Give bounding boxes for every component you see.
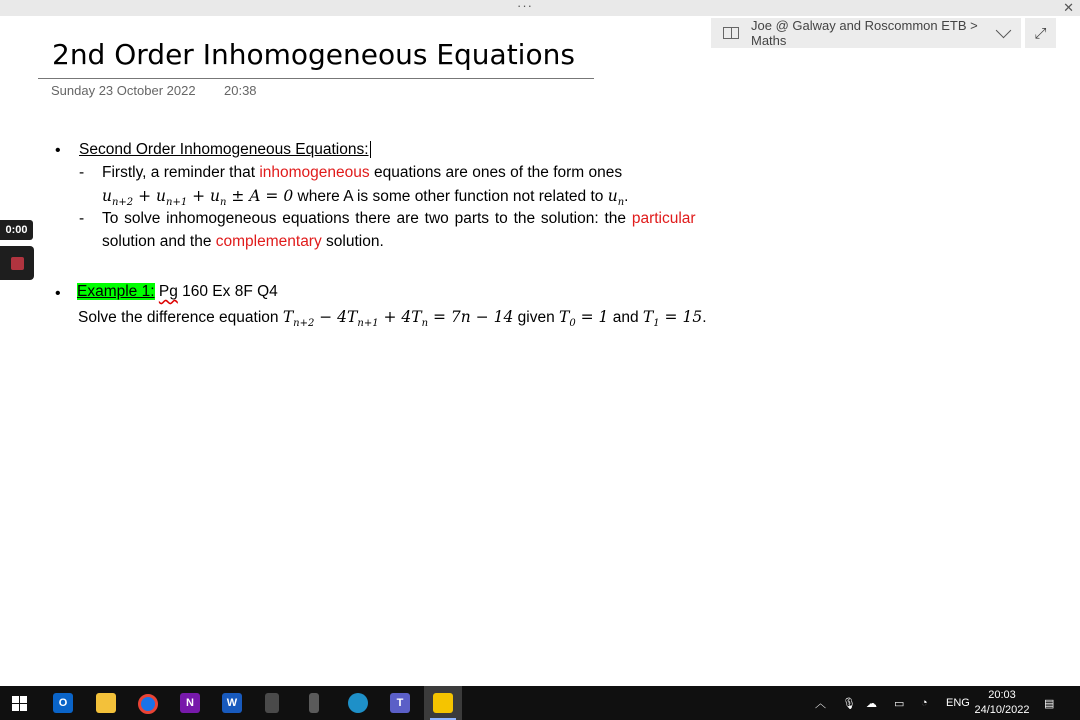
system-clock[interactable] — [970, 688, 1034, 718]
page-title[interactable]: 2nd Order Inhomogeneous Equations — [52, 38, 575, 71]
highlight-complementary: complementary — [215, 233, 322, 250]
spellcheck-word: Pg — [158, 283, 178, 300]
dash-marker: - — [79, 164, 85, 181]
math-form: $u_{n+2} + u_{n+1} + u_n \pm A = 0$ — [102, 187, 294, 209]
close-icon[interactable]: ✕ — [1063, 0, 1074, 15]
paragraph-1: Firstly, a reminder that inhomogeneous equations are ones of the form ones — [102, 164, 623, 181]
window-top-bar — [0, 0, 1080, 16]
bullet-dot: • — [55, 142, 61, 159]
title-underline — [38, 78, 594, 79]
wifi-icon[interactable]: ◔ — [921, 697, 928, 709]
paragraph-2: To solve inhomogeneous equations there are two parts to the solution: the particular — [102, 210, 696, 227]
chevron-down-icon[interactable] — [996, 23, 1012, 39]
window-menu-dots[interactable]: ··· — [517, 0, 533, 13]
file-explorer-icon[interactable] — [96, 693, 116, 713]
battery-icon[interactable]: ▭ — [894, 697, 905, 710]
notifications-icon[interactable]: ▤ — [1044, 697, 1055, 710]
phone-icon[interactable] — [309, 693, 319, 713]
language-indicator[interactable]: ENG — [946, 697, 970, 709]
word-icon[interactable]: W — [222, 693, 242, 713]
dash-marker: - — [79, 210, 85, 227]
clock-date: 24/10/2022 — [974, 704, 1030, 716]
section-heading: Second Order Inhomogeneous Equations: — [79, 141, 369, 158]
microphone-icon[interactable]: 🎙 — [842, 697, 856, 710]
notebook-icon — [723, 27, 739, 39]
onenote-icon[interactable]: N — [180, 693, 200, 713]
edge-icon[interactable] — [348, 693, 368, 713]
chrome-icon[interactable] — [138, 694, 158, 714]
page-date: Sunday 23 October 2022 — [51, 83, 196, 98]
highlight-inhomogeneous: inhomogeneous — [259, 164, 370, 181]
expand-icon[interactable]: ⤢ — [1025, 18, 1056, 48]
notebook-breadcrumb[interactable] — [711, 18, 1021, 48]
outlook-icon[interactable]: O — [53, 693, 73, 713]
example-label: Example 1: — [77, 283, 155, 300]
windows-taskbar — [0, 686, 1080, 720]
recording-timer: 0:00 — [0, 220, 33, 240]
sticky-notes-icon[interactable] — [433, 693, 453, 713]
teams-icon[interactable]: T — [390, 693, 410, 713]
calculator-icon[interactable] — [265, 693, 279, 713]
example-question: Solve the difference equation $T_{n+2} - 4T_{n+1} + 4T_n = 7n - 14$ given $T_0 = 1$ and $T_1 = 15$. — [78, 308, 707, 330]
windows-start-icon[interactable] — [12, 696, 27, 711]
show-hidden-icons-chevron-icon[interactable]: ︿ — [815, 698, 826, 710]
stop-recording-button[interactable] — [0, 246, 34, 280]
page-time: 20:38 — [224, 83, 257, 98]
clock-time: 20:03 — [988, 689, 1016, 701]
onedrive-cloud-icon[interactable]: ☁ — [866, 697, 877, 710]
stop-icon — [11, 257, 24, 270]
highlight-particular: particular — [631, 210, 696, 227]
paragraph-2-cont: solution and the complementary solution. — [102, 233, 384, 250]
bullet-dot: • — [55, 285, 61, 302]
breadcrumb-text: Joe @ Galway and Roscommon ETB > Maths — [751, 18, 978, 48]
paragraph-1-formula: $u_{n+2} + u_{n+1} + u_n \pm A = 0$ where A is some other function not related to $u_n$. — [102, 187, 629, 209]
math-difference-equation: $T_{n+2} - 4T_{n+1} + 4T_n = 7n - 14$ — [282, 308, 514, 330]
example-heading: Example 1: Pg 160 Ex 8F Q4 — [77, 283, 278, 300]
